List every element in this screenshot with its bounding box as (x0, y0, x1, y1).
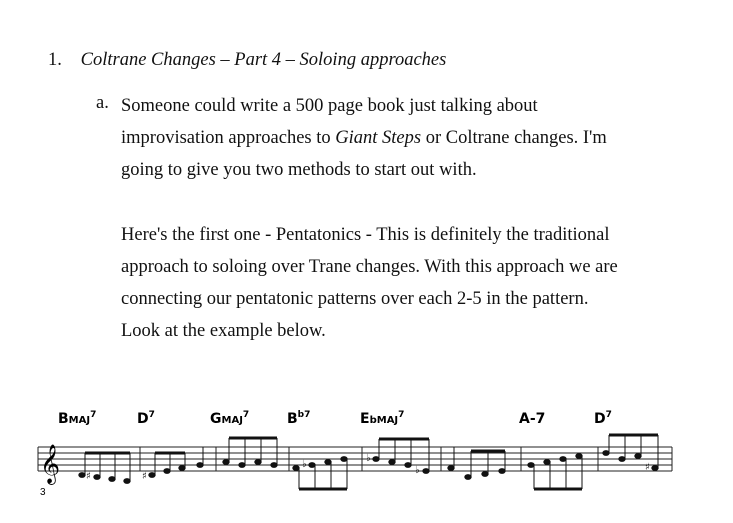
treble-clef-icon: 𝄞 (40, 444, 61, 484)
chord-symbol: EbMAJ$^7$ (360, 410, 405, 427)
chord-symbol: $D^7$ (137, 410, 155, 427)
chord-symbols (58, 410, 612, 427)
paragraph-line (121, 125, 721, 157)
heading-title: Coltrane Changes – Part 4 – Soloing approaches (80, 50, 447, 70)
paragraph-line: approach to soloing over Trane changes. With this approach we are (121, 257, 618, 277)
paragraph-line: connecting our pentatonic patterns over each 2-5 in the pattern. (121, 289, 589, 309)
paragraph-pentatonics (121, 222, 721, 350)
text-run: or Coltrane changes. I'm (421, 128, 607, 148)
paragraph-intro (121, 93, 721, 189)
section-heading (48, 50, 446, 71)
chord-symbol: $D^7$ (594, 410, 612, 427)
svg-text:♯: ♯ (645, 462, 650, 473)
list-marker: a. (96, 93, 109, 113)
paragraph-line: Someone could write a 500 page book just talking about (121, 96, 538, 116)
text-run: improvisation approaches to (121, 128, 336, 148)
staff-notation (0, 395, 733, 505)
paragraph-line: Look at the example below. (121, 321, 326, 341)
paragraph-line: going to give you two methods to start out with. (121, 160, 477, 180)
song-title: Giant Steps (335, 128, 422, 148)
svg-text:♯: ♯ (142, 471, 147, 482)
chord-symbol: A-7 (519, 411, 546, 427)
chord-symbol: BMAJ$^7$ (58, 410, 97, 427)
svg-text:♯: ♯ (86, 471, 91, 482)
svg-text:♭: ♭ (302, 459, 307, 470)
heading-number: 1. (48, 50, 62, 70)
chord-symbol: GMAJ$^7$ (210, 410, 250, 427)
chord-symbol: $B^{b7}$ (287, 410, 311, 427)
music-example (0, 395, 733, 505)
measure-number: 3 (40, 487, 46, 498)
svg-text:♭: ♭ (415, 465, 420, 476)
svg-text:♭: ♭ (366, 453, 371, 464)
notes (79, 435, 658, 489)
paragraph-line: Here's the first one - Pentatonics - This is definitely the traditional (121, 225, 610, 245)
staff-lines (38, 447, 672, 471)
